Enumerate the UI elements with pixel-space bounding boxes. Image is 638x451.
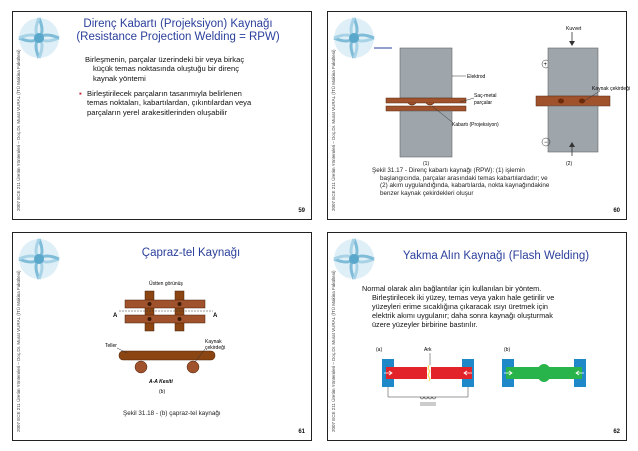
arc-spark-icon <box>428 365 430 381</box>
upper-electrode <box>400 48 452 98</box>
sidebar-course-text: 2007 ECE 211 Üretim Yöntemleri – Doç.Dr. Murat VURAL (İTÜ Makina Fakültesi) <box>331 49 336 211</box>
label-wires: Teller <box>105 343 117 349</box>
wire-horizontal <box>125 315 205 323</box>
figure-caption <box>372 167 622 198</box>
text-line: üzere yüzeyler birbirine bastırılır. <box>372 319 478 329</box>
page-number: 60 <box>613 208 620 214</box>
label-parts: parçalar <box>474 100 493 106</box>
subtitle-line: (Resistance Projection Welding = RPW) <box>76 30 280 43</box>
label-sheet-metal: Saç-metal <box>474 93 497 99</box>
caption-line: (2) akım uygulandığında, kabartılarda, nokta kaynağındakine <box>380 182 550 190</box>
swirl-logo-icon <box>15 235 63 283</box>
svg-text:+: + <box>543 62 548 68</box>
slide-61 <box>12 232 312 441</box>
lower-sheet <box>386 106 466 111</box>
label-top-view: Üstten görünüş <box>149 281 183 287</box>
sidebar-course-text: 2007 ECE 211 Üretim Yöntemleri – Doç.Dr. Murat VURAL (İTÜ Makina Fakültesi) <box>16 49 21 211</box>
label-weld-nugget: Kaynak çekirdeği <box>592 86 631 92</box>
text-line: temas noktaları, kabartılardan, çıkıntılardan veya <box>87 98 252 108</box>
label-projection: Kabartı (Projeksiyon) <box>452 122 499 128</box>
text-line: kaynak yöntemi <box>93 73 146 83</box>
label-section: A-A Kesiti <box>149 379 173 385</box>
label-b: (b) <box>159 389 166 395</box>
section-wire-end <box>187 361 199 373</box>
section-wire <box>119 351 215 360</box>
projection-bump <box>408 103 434 105</box>
caption-line: Şekil 31.17 - Direnç kabartı kaynağı (RPW): (1) işlemin <box>372 167 525 174</box>
bullet-icon: ▪ <box>79 89 82 98</box>
text-line: Birleştirilecek iki yüzey, temas veya yakın hale getirilir ve <box>372 292 555 302</box>
label-fig-1: (1) <box>423 161 430 167</box>
label-arc: Ark <box>424 347 432 353</box>
slide-title: Çapraz-tel Kaynağı <box>141 247 241 259</box>
figure-caption: Şekil 31.18 - (b) çapraz-tel kaynağı <box>123 410 221 417</box>
label-weld: Kaynak <box>205 339 222 345</box>
flash-weld-diagram <box>366 343 596 419</box>
label-a-left: A <box>113 313 118 319</box>
text-line: parçaların yerel arakesitlerinden oluşabilir <box>87 107 228 117</box>
sidebar-course-text: 2007 ECE 211 Üretim Yöntemleri – Doç.Dr. Murat VURAL (İTÜ Makina Fakültesi) <box>16 270 21 432</box>
page-number: 59 <box>298 208 305 214</box>
caption-line: başlangıcında, parçalar arasındaki temas kabartılardadır; ve <box>380 174 548 182</box>
slide-title: Yakma Alın Kaynağı (Flash Welding) <box>402 250 590 262</box>
page-number: 62 <box>613 429 620 435</box>
transformer-icon <box>420 397 436 399</box>
wire-horizontal <box>125 300 205 308</box>
label-nugget: çekirdeği <box>205 345 226 351</box>
label-b: (b) <box>504 347 511 353</box>
upper-sheet <box>386 98 466 103</box>
projection-weld-diagram <box>368 18 631 168</box>
slide-60 <box>327 11 631 220</box>
description-text <box>362 285 624 329</box>
label-fig-2: (2) <box>566 161 573 167</box>
bullet-item <box>79 89 311 117</box>
text-line: Birleşmenin, parçalar üzerindeki bir veya birkaç <box>85 55 245 64</box>
label-force: Kuvvet <box>566 26 582 32</box>
label-electrode: Elektrod <box>467 74 486 80</box>
page-number: 61 <box>298 429 305 435</box>
title-line: Direnç Kabartı (Projeksiyon) Kaynağı <box>83 18 273 30</box>
upper-electrode-2 <box>548 48 598 96</box>
weld-nugget <box>558 99 564 104</box>
text-line: yüzeyleri erime sıcaklığına çıkaracak ısıyı üretmek için <box>372 301 548 311</box>
upset-bulge <box>537 364 551 382</box>
joined-sheets <box>536 96 610 106</box>
section-wire-end <box>135 361 147 373</box>
definition-text <box>85 55 310 83</box>
label-a-right: A <box>213 313 218 319</box>
sidebar-course-text: 2007 ECE 211 Üretim Yöntemleri – Doç.Dr. Murat VURAL (İTÜ Makina Fakültesi) <box>331 270 336 432</box>
caption-line: benzer kaynak çekirdekleri oluşur <box>380 190 474 198</box>
text-line: Normal olarak alın bağlantılar için kullanılan bir yöntem. <box>362 284 542 293</box>
label-a: (a) <box>376 347 383 353</box>
slide-59 <box>12 11 312 220</box>
text-line: elektrik akımı uygulanır; daha sonra kaynağı oluşturmak <box>372 310 553 320</box>
cross-wire-diagram <box>103 277 233 397</box>
text-line: küçük temas noktasında oluştuğu bir direnç <box>93 64 240 74</box>
slide-title <box>47 18 309 44</box>
svg-text:−: − <box>544 140 548 146</box>
text-line: Birleştirilecek parçaların tasarımıyla belirlenen <box>87 89 242 98</box>
lower-electrode <box>400 111 452 157</box>
slide-62 <box>327 232 627 441</box>
